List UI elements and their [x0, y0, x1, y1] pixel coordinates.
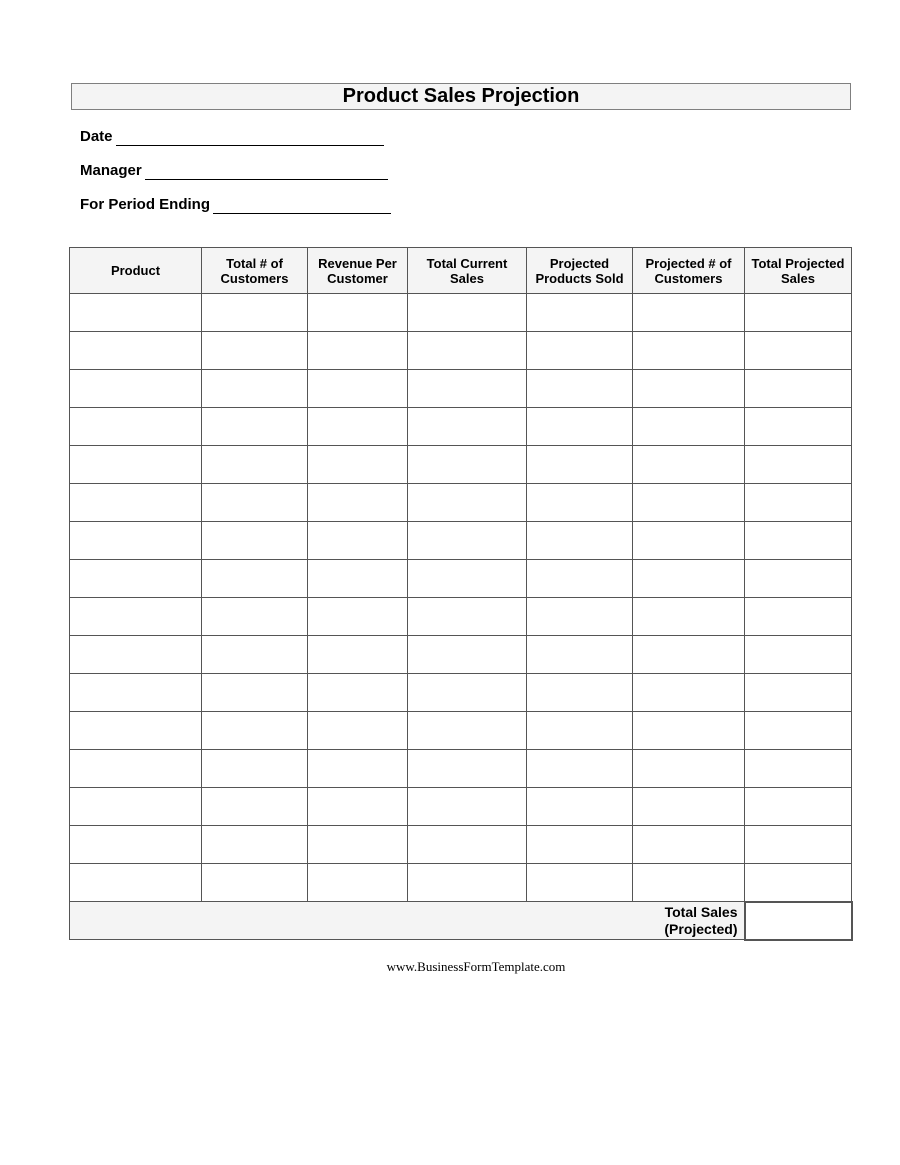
cell-total-projected-sales[interactable]: [745, 560, 852, 598]
cell-product[interactable]: [70, 636, 202, 674]
date-label: Date: [80, 128, 113, 145]
cell-projected-customers[interactable]: [633, 332, 745, 370]
table-row: [70, 484, 852, 522]
cell-total-projected-sales[interactable]: [745, 636, 852, 674]
cell-revenue-per-customer[interactable]: [308, 484, 408, 522]
cell-total-customers[interactable]: [202, 598, 308, 636]
cell-projected-products-sold[interactable]: [527, 674, 633, 712]
cell-projected-customers[interactable]: [633, 788, 745, 826]
cell-total-current-sales[interactable]: [408, 522, 527, 560]
cell-total-projected-sales[interactable]: [745, 674, 852, 712]
cell-projected-products-sold[interactable]: [527, 408, 633, 446]
cell-revenue-per-customer[interactable]: [308, 636, 408, 674]
cell-total-current-sales[interactable]: [408, 750, 527, 788]
cell-projected-products-sold[interactable]: [527, 294, 633, 332]
cell-product[interactable]: [70, 750, 202, 788]
table-row: [70, 826, 852, 864]
cell-projected-customers[interactable]: [633, 598, 745, 636]
cell-total-customers[interactable]: [202, 294, 308, 332]
cell-product[interactable]: [70, 332, 202, 370]
period-ending-input-line[interactable]: [213, 199, 391, 214]
cell-total-current-sales[interactable]: [408, 408, 527, 446]
cell-total-customers[interactable]: [202, 560, 308, 598]
cell-total-current-sales[interactable]: [408, 446, 527, 484]
header-total-current-sales: Total Current Sales: [408, 248, 527, 294]
cell-total-current-sales[interactable]: [408, 636, 527, 674]
cell-projected-customers[interactable]: [633, 408, 745, 446]
table-row: [70, 788, 852, 826]
header-product: Product: [70, 248, 202, 294]
table-header-row: [70, 248, 852, 294]
cell-projected-products-sold[interactable]: [527, 636, 633, 674]
cell-revenue-per-customer[interactable]: [308, 864, 408, 902]
cell-total-customers[interactable]: [202, 636, 308, 674]
header-total-projected-sales: Total Projected Sales: [745, 248, 852, 294]
table-row: [70, 712, 852, 750]
cell-projected-products-sold[interactable]: [527, 826, 633, 864]
cell-revenue-per-customer[interactable]: [308, 332, 408, 370]
cell-product[interactable]: [70, 864, 202, 902]
total-row: [70, 902, 852, 940]
cell-total-customers[interactable]: [202, 408, 308, 446]
table-body: [70, 294, 852, 902]
cell-projected-products-sold[interactable]: [527, 446, 633, 484]
cell-revenue-per-customer[interactable]: [308, 294, 408, 332]
cell-product[interactable]: [70, 598, 202, 636]
cell-total-projected-sales[interactable]: [745, 598, 852, 636]
cell-total-customers[interactable]: [202, 446, 308, 484]
cell-revenue-per-customer[interactable]: [308, 408, 408, 446]
cell-projected-customers[interactable]: [633, 674, 745, 712]
footer-website: www.BusinessFormTemplate.com: [386, 959, 566, 974]
cell-product[interactable]: [70, 826, 202, 864]
cell-projected-customers[interactable]: [633, 294, 745, 332]
table-row: [70, 750, 852, 788]
cell-total-projected-sales[interactable]: [745, 522, 852, 560]
cell-total-customers[interactable]: [202, 484, 308, 522]
date-field: [80, 128, 384, 146]
cell-total-projected-sales[interactable]: [745, 864, 852, 902]
cell-total-customers[interactable]: [202, 750, 308, 788]
sales-projection-table: [69, 247, 853, 941]
cell-product[interactable]: [70, 560, 202, 598]
cell-projected-products-sold[interactable]: [527, 560, 633, 598]
cell-total-current-sales[interactable]: [408, 864, 527, 902]
total-sales-label: [70, 902, 745, 940]
cell-projected-customers[interactable]: [633, 826, 745, 864]
cell-total-projected-sales[interactable]: [745, 446, 852, 484]
cell-projected-products-sold[interactable]: [527, 788, 633, 826]
table-row: [70, 522, 852, 560]
cell-projected-customers[interactable]: [633, 864, 745, 902]
cell-total-current-sales[interactable]: [408, 332, 527, 370]
cell-total-customers[interactable]: [202, 522, 308, 560]
cell-total-customers[interactable]: [202, 826, 308, 864]
cell-revenue-per-customer[interactable]: [308, 370, 408, 408]
cell-revenue-per-customer[interactable]: [308, 788, 408, 826]
cell-total-customers[interactable]: [202, 370, 308, 408]
cell-total-customers[interactable]: [202, 788, 308, 826]
table-row: [70, 446, 852, 484]
header-revenue-per-customer: Revenue Per Customer: [308, 248, 408, 294]
cell-projected-customers[interactable]: [633, 712, 745, 750]
table-row: [70, 560, 852, 598]
cell-total-customers[interactable]: [202, 712, 308, 750]
table-row: [70, 294, 852, 332]
cell-total-current-sales[interactable]: [408, 826, 527, 864]
table-row: [70, 674, 852, 712]
table-row: [70, 370, 852, 408]
manager-label: Manager: [80, 162, 142, 179]
cell-total-current-sales[interactable]: [408, 788, 527, 826]
total-sales-label-line2: (Projected): [664, 920, 738, 937]
cell-total-current-sales[interactable]: [408, 484, 527, 522]
cell-projected-products-sold[interactable]: [527, 484, 633, 522]
cell-product[interactable]: [70, 294, 202, 332]
cell-total-current-sales[interactable]: [408, 712, 527, 750]
form-title-text: Product Sales Projection: [342, 85, 580, 107]
table-row: [70, 598, 852, 636]
cell-product[interactable]: [70, 712, 202, 750]
header-projected-products-sold: Projected Products Sold: [527, 248, 633, 294]
cell-total-projected-sales[interactable]: [745, 332, 852, 370]
header-total-customers: Total # of Customers: [202, 248, 308, 294]
period-ending-field: [80, 196, 391, 214]
table-row: [70, 408, 852, 446]
cell-projected-customers[interactable]: [633, 370, 745, 408]
cell-projected-customers[interactable]: [633, 560, 745, 598]
cell-total-customers[interactable]: [202, 674, 308, 712]
cell-revenue-per-customer[interactable]: [308, 598, 408, 636]
cell-product[interactable]: [70, 370, 202, 408]
header-projected-customers: Projected # of Customers: [633, 248, 745, 294]
cell-revenue-per-customer[interactable]: [308, 750, 408, 788]
cell-projected-products-sold[interactable]: [527, 712, 633, 750]
manager-field: [80, 162, 388, 180]
cell-total-projected-sales[interactable]: [745, 484, 852, 522]
cell-revenue-per-customer[interactable]: [308, 712, 408, 750]
cell-projected-products-sold[interactable]: [527, 750, 633, 788]
cell-product[interactable]: [70, 674, 202, 712]
cell-projected-customers[interactable]: [633, 484, 745, 522]
manager-input-line[interactable]: [145, 165, 388, 180]
total-sales-label-line1: Total Sales: [664, 903, 738, 920]
form-title: [71, 83, 851, 110]
cell-total-projected-sales[interactable]: [745, 370, 852, 408]
cell-revenue-per-customer[interactable]: [308, 826, 408, 864]
cell-projected-customers[interactable]: [633, 446, 745, 484]
cell-revenue-per-customer[interactable]: [308, 446, 408, 484]
cell-projected-products-sold[interactable]: [527, 598, 633, 636]
cell-product[interactable]: [70, 522, 202, 560]
cell-total-projected-sales[interactable]: [745, 788, 852, 826]
cell-product[interactable]: [70, 484, 202, 522]
period-ending-label: For Period Ending: [80, 196, 210, 213]
cell-projected-products-sold[interactable]: [527, 332, 633, 370]
cell-total-projected-sales[interactable]: [745, 750, 852, 788]
cell-total-projected-sales[interactable]: [745, 826, 852, 864]
cell-total-current-sales[interactable]: [408, 674, 527, 712]
cell-product[interactable]: [70, 408, 202, 446]
cell-total-projected-sales[interactable]: [745, 712, 852, 750]
cell-total-current-sales[interactable]: [408, 560, 527, 598]
cell-total-projected-sales[interactable]: [745, 408, 852, 446]
cell-product[interactable]: [70, 446, 202, 484]
cell-revenue-per-customer[interactable]: [308, 522, 408, 560]
table-row: [70, 864, 852, 902]
table-row: [70, 636, 852, 674]
cell-revenue-per-customer[interactable]: [308, 560, 408, 598]
cell-total-current-sales[interactable]: [408, 370, 527, 408]
cell-revenue-per-customer[interactable]: [308, 674, 408, 712]
cell-projected-customers[interactable]: [633, 522, 745, 560]
cell-projected-products-sold[interactable]: [527, 864, 633, 902]
total-sales-value-cell[interactable]: [745, 902, 852, 940]
cell-total-projected-sales[interactable]: [745, 294, 852, 332]
cell-total-customers[interactable]: [202, 332, 308, 370]
cell-total-customers[interactable]: [202, 864, 308, 902]
cell-product[interactable]: [70, 788, 202, 826]
cell-projected-products-sold[interactable]: [527, 522, 633, 560]
cell-projected-customers[interactable]: [633, 750, 745, 788]
cell-projected-customers[interactable]: [633, 636, 745, 674]
date-input-line[interactable]: [116, 131, 384, 146]
cell-total-current-sales[interactable]: [408, 598, 527, 636]
cell-projected-products-sold[interactable]: [527, 370, 633, 408]
table-row: [70, 332, 852, 370]
cell-total-current-sales[interactable]: [408, 294, 527, 332]
